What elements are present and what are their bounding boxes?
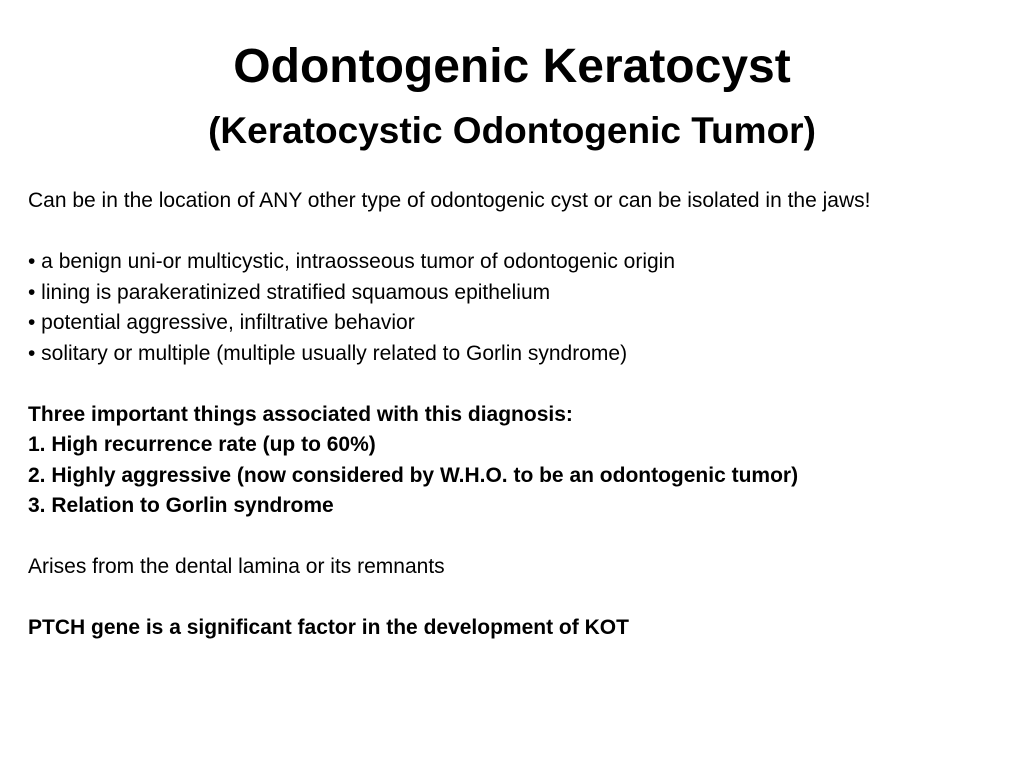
spacer [28,217,988,248]
feature-bullet-list [28,247,988,369]
important-item: 2. Highly aggressive (now considered by W.H.O. to be an odontogenic tumor) [28,463,799,487]
bullet-item: • lining is parakeratinized stratified squamous epithelium [28,280,551,304]
spacer [28,369,988,400]
spacer [28,522,988,553]
intro-text: Can be in the location of ANY other type of odontogenic cyst or can be isolated in the jaws! [28,189,871,212]
important-list [28,430,988,522]
slide-subtitle: (Keratocystic Odontogenic Tumor) [208,110,816,151]
gene-note: PTCH gene is a significant factor in the development of KOT [28,616,629,639]
bullet-item: • a benign uni-or multicystic, intraosseous tumor of odontogenic origin [28,250,676,273]
slide-title: Odontogenic Keratocyst [233,40,791,93]
important-item: 1. High recurrence rate (up to 60%) [28,433,376,456]
bullet-item: • solitary or multiple (multiple usually related to Gorlin syndrome) [28,341,628,365]
slide-body [28,186,988,644]
important-item: 3. Relation to Gorlin syndrome [28,494,334,517]
important-heading: Three important things associated with this diagnosis: [28,402,573,426]
bullet-item: • potential aggressive, infiltrative behavior [28,311,415,334]
origin-text: Arises from the dental lamina or its remnants [28,555,445,578]
spacer [28,583,988,614]
